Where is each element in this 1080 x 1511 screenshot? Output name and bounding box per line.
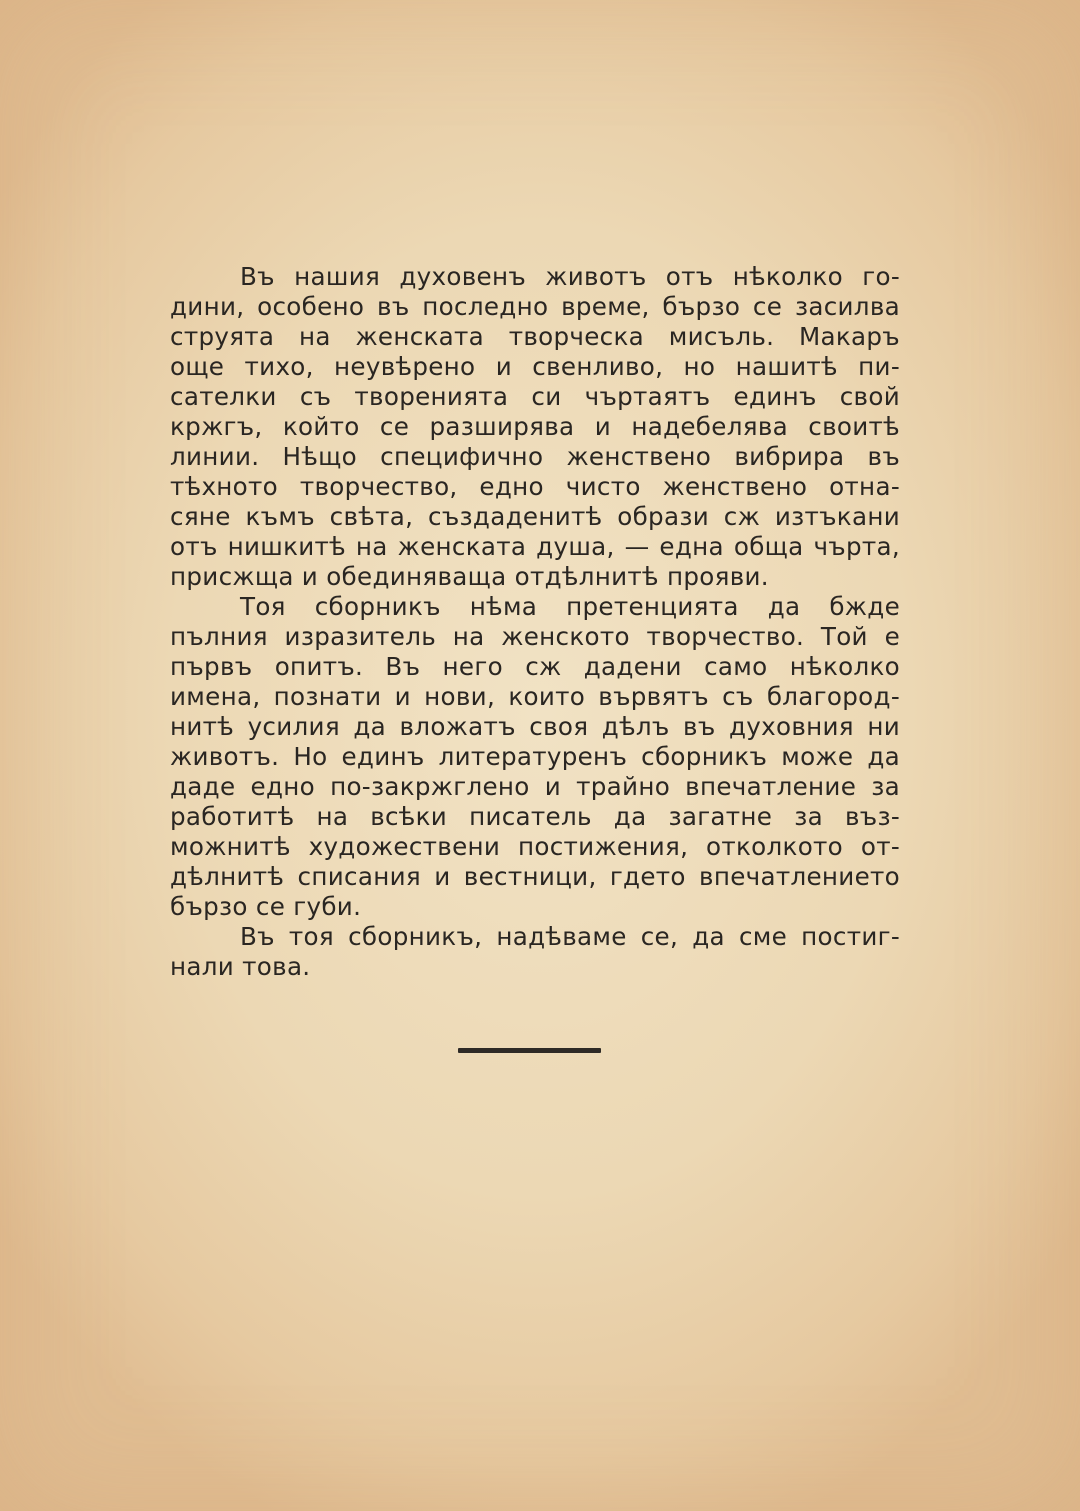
text-line: бързо се губи. bbox=[170, 892, 362, 921]
text-line: животъ. Но единъ литературенъ сборникъ може да bbox=[170, 742, 900, 771]
text-line: пълния изразитель на женското творчество. Той е bbox=[170, 622, 900, 651]
text-line: линии. Нѣщо специфично женствено вибрира въ bbox=[170, 442, 900, 471]
text-line: сателки съ творенията си чъртаятъ единъ свой bbox=[170, 382, 900, 411]
text-line: Тоя сборникъ нѣма претенцията да бжде bbox=[240, 592, 900, 621]
text-line: първъ опитъ. Въ него сж дадени само нѣколко bbox=[170, 652, 900, 681]
text-line: имена, познати и нови, които вървятъ съ благород- bbox=[170, 682, 900, 711]
text-line: Въ тоя сборникъ, надѣваме се, да сме постиг- bbox=[240, 922, 900, 951]
text-line: дини, особено въ последно време, бързо се засилва bbox=[170, 292, 900, 321]
closing-rule bbox=[458, 1048, 601, 1053]
text-line: кржгъ, който се разширява и надебелява своитѣ bbox=[170, 412, 900, 441]
text-line: нитѣ усилия да вложатъ своя дѣлъ въ духовния ни bbox=[170, 712, 900, 741]
text-line: Въ нашия духовенъ животъ отъ нѣколко го- bbox=[240, 262, 900, 291]
text-line: работитѣ на всѣки писатель да загатне за въз- bbox=[170, 802, 900, 831]
text-line: още тихо, неувѣрено и свенливо, но нашитѣ пи- bbox=[170, 352, 900, 381]
text-line: отъ нишкитѣ на женската душа, — една обща чърта, bbox=[170, 532, 900, 561]
text-line: дѣлнитѣ списания и вестници, гдето впечатлението bbox=[170, 862, 900, 891]
text-line: тѣхното творчество, едно чисто женствено отна- bbox=[170, 472, 900, 501]
text-line: струята на женската творческа мисъль. Макаръ bbox=[170, 322, 900, 351]
text-line: присжща и обединяваща отдѣлнитѣ прояви. bbox=[170, 562, 769, 591]
body-text bbox=[170, 262, 900, 982]
text-line: даде едно по-закржглено и трайно впечатление за bbox=[170, 772, 900, 801]
text-line: сяне къмъ свѣта, създаденитѣ образи сж изтъкани bbox=[170, 502, 900, 531]
text-line: можнитѣ художествени постижения, отколкото от- bbox=[170, 832, 900, 861]
text-line: нали това. bbox=[170, 952, 311, 981]
